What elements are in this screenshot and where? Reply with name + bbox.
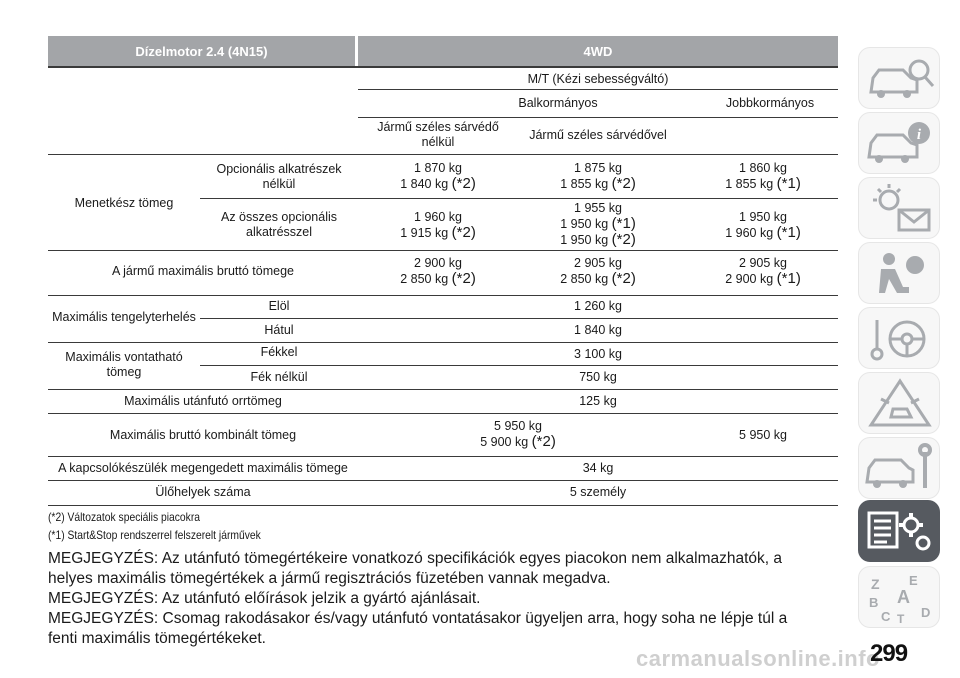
gvw-label: A jármű maximális bruttó tömege (111, 264, 294, 278)
seats-label: Ülőhelyek száma (155, 485, 251, 499)
rule-5 (48, 250, 838, 251)
table-bottom-rule (48, 505, 838, 506)
index-letters-icon (859, 567, 941, 629)
index-letter-e: E (909, 573, 918, 588)
curb-no-options-c1: 1 870 kg 1 840 kg (*2) (400, 161, 476, 192)
gcw-c3: 5 950 kg (739, 428, 787, 442)
curb-weight-label: Menetkész tömeg (74, 196, 174, 210)
warning-lights-icon (859, 178, 941, 240)
rule-10 (48, 389, 838, 390)
chapter-tab-specifications[interactable] (858, 500, 940, 562)
transmission-label: M/T (Kézi sebességváltó) (527, 72, 669, 86)
gvw-c2: 2 905 kg 2 850 kg (*2) (560, 256, 636, 287)
nose-value: 125 kg (579, 394, 617, 408)
rule-13 (48, 480, 838, 481)
seats-value: 5 személy (569, 485, 627, 499)
index-letter-t: T (897, 612, 905, 626)
svg-text:i: i (916, 127, 922, 143)
note-1: MEGJEGYZÉS: Az utánfutó tömegértékeire vonatkozó specifikációk egyes piacokon nem alkalmazhatók, a helyes maximális tömegértékek a jármű regisztrációs füzetében vannak megadva. (48, 550, 783, 587)
index-letter-z: Z (871, 576, 880, 592)
curb-all-options-c2: 1 955 kg 1 950 kg (*1) 1 950 kg (*2) (560, 201, 636, 248)
index-letter-a: A (897, 587, 910, 607)
note-3: MEGJEGYZÉS: Csomag rakodásakor és/vagy utánfutó vontatásakor ügyeljen arra, hogy soha ne lépje túl a fenti maximális tömegértékeket. (48, 610, 788, 647)
rule-8 (48, 342, 838, 343)
rule-2 (358, 117, 838, 118)
header-engine: Dízelmotor 2.4 (4N15) (48, 36, 355, 66)
index-letter-b: B (869, 595, 879, 610)
rule-11 (48, 413, 838, 414)
curb-no-options-c3: 1 860 kg 1 855 kg (*1) (725, 161, 801, 192)
chapter-tab-car-search[interactable] (858, 47, 940, 109)
index-letter-d: D (921, 605, 931, 620)
axle-rear-label: Hátul (264, 323, 294, 337)
flare-label: Jármű széles sárvédővel (529, 128, 667, 142)
chapter-tab-car-info[interactable] (858, 112, 940, 174)
tow-braked-value: 3 100 kg (574, 347, 622, 361)
gcw-c1: 5 950 kg 5 900 kg (*2) (480, 419, 556, 450)
chapter-tab-airbag[interactable] (858, 242, 940, 304)
no-flare-label: Jármű széles sárvédő nélkül (377, 120, 499, 149)
rule-6 (48, 295, 838, 296)
lhd-label: Balkormányos (518, 96, 598, 110)
watermark: carmanualsonline.info (636, 646, 880, 671)
airbag-seat-icon (859, 243, 941, 305)
index-letter-c: C (881, 609, 891, 624)
curb-all-options-c3: 1 950 kg 1 960 kg (*1) (725, 210, 801, 241)
tow-braked-label: Fékkel (260, 345, 298, 359)
rhd-label: Jobbkormányos (725, 96, 815, 110)
nose-label: Maximális utánfutó orrtömeg (124, 394, 282, 408)
axle-front-label: Elöl (268, 299, 290, 313)
gvw-c1: 2 900 kg 2 850 kg (*2) (400, 256, 476, 287)
page-number: 299 (870, 640, 908, 667)
chapter-tab-index[interactable] (858, 566, 940, 628)
chapter-tab-warning-lights[interactable] (858, 177, 940, 239)
rule-4 (200, 198, 838, 199)
rule-1 (358, 89, 838, 90)
note-2: MEGJEGYZÉS: Az utánfutó előírások jelzik a gyártó ajánlásait. (48, 590, 481, 607)
axle-label: Maximális tengelyterhelés (52, 310, 196, 324)
curb-all-options-c1: 1 960 kg 1 915 kg (*2) (400, 210, 476, 241)
roadside-warning-icon (859, 373, 941, 435)
table-top-rule (48, 66, 838, 68)
axle-rear-value: 1 840 kg (574, 323, 622, 337)
chapter-tab-roadside[interactable] (858, 372, 940, 434)
tow-label: Maximális vontatható tömeg (65, 350, 183, 379)
header-drive: 4WD (358, 36, 838, 66)
hitch-value: 34 kg (582, 461, 614, 475)
tow-unbraked-value: 750 kg (579, 370, 617, 384)
footnote-1: (*1) Start&Stop rendszerrel felszerelt járművek (48, 528, 261, 542)
car-wrench-icon (859, 438, 941, 500)
curb-no-options-label: Opcionális alkatrészek nélkül (216, 162, 342, 191)
gcw-label: Maximális bruttó kombinált tömeg (109, 428, 297, 442)
footnote-2: (*2) Változatok speciális piacokra (48, 510, 201, 524)
steering-key-icon (859, 308, 941, 370)
chapter-tab-maintenance[interactable] (858, 437, 940, 499)
curb-all-options-label: Az összes opcionális alkatrésszel (220, 210, 338, 239)
axle-front-value: 1 260 kg (574, 299, 622, 313)
car-search-icon (859, 48, 941, 110)
gvw-c3: 2 905 kg 2 900 kg (*1) (725, 256, 801, 287)
specs-gear-icon (859, 501, 941, 563)
car-info-icon (859, 113, 941, 175)
rule-7 (200, 318, 838, 319)
tow-unbraked-label: Fék nélkül (250, 370, 308, 384)
hitch-label: A kapcsolókészülék megengedett maximális tömege (58, 461, 348, 475)
curb-no-options-c2: 1 875 kg 1 855 kg (*2) (560, 161, 636, 192)
rule-12 (48, 456, 838, 457)
chapter-tab-steering[interactable] (858, 307, 940, 369)
rule-9 (200, 365, 838, 366)
rule-3 (48, 154, 838, 155)
